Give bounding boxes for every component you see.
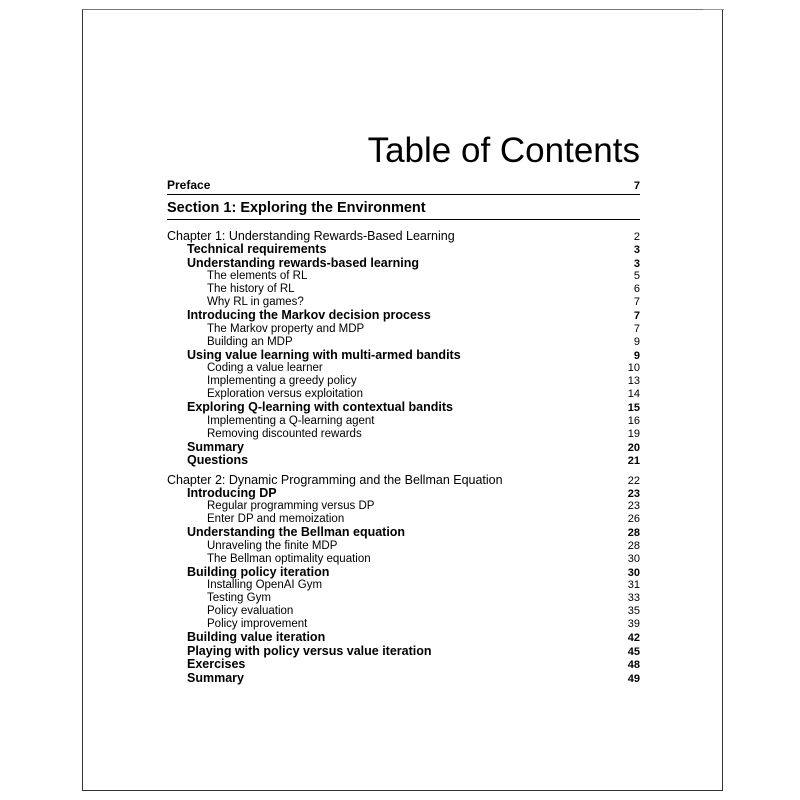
toc-entry-label: Exploration versus exploitation xyxy=(207,388,363,400)
toc-entry-page-number: 23 xyxy=(627,487,640,500)
toc-entry-page-number: 19 xyxy=(627,427,640,440)
toc-entry-label: Why RL in games? xyxy=(207,296,304,308)
toc-entry-label: Understanding the Bellman equation xyxy=(187,525,406,539)
toc-entry-label: Building policy iteration xyxy=(187,564,330,579)
toc-entry-row[interactable] xyxy=(167,270,640,283)
toc-entry-label: Introducing DP xyxy=(187,485,277,500)
toc-entry-page-number: 16 xyxy=(627,414,640,427)
toc-entry-label: Technical requirements xyxy=(187,242,327,256)
toc-entry-page-number: 48 xyxy=(627,659,640,671)
toc-entry-label: The elements of RL xyxy=(207,270,308,282)
toc-entry-label: Using value learning with multi-armed bandits xyxy=(187,347,461,362)
toc-entry-row[interactable] xyxy=(167,579,640,592)
toc-entry-page-number: 14 xyxy=(627,388,640,400)
toc-chapter-row[interactable] xyxy=(167,229,640,243)
toc-entry-label: Policy evaluation xyxy=(207,605,294,617)
toc-entry-label: Exploring Q-learning with contextual bandits xyxy=(187,400,453,414)
toc-section-label: Section 1: Exploring the Environment xyxy=(167,200,426,216)
toc-entry-label: Understanding rewards-based learning xyxy=(187,255,419,270)
toc-entry-page-number: 3 xyxy=(633,244,640,256)
toc-entry-page-number: 5 xyxy=(633,270,640,282)
toc-entry-label: Building an MDP xyxy=(207,335,293,348)
toc-entry-label: Building value iteration xyxy=(187,630,326,644)
toc-entry-label: The history of RL xyxy=(207,283,295,295)
toc-entry-label: Implementing a Q-learning agent xyxy=(207,414,375,427)
toc-entry-label: Chapter 1: Understanding Rewards-Based Learning xyxy=(167,229,455,243)
toc-entry-row[interactable] xyxy=(167,257,640,271)
toc-entry-page-number: 35 xyxy=(627,605,640,617)
toc-entry-page-number: 49 xyxy=(627,672,640,685)
toc-entry-row[interactable] xyxy=(167,645,640,659)
toc-entry-row[interactable] xyxy=(167,540,640,553)
toc-entry-page-number: 45 xyxy=(627,645,640,658)
toc-entry-label: Testing Gym xyxy=(207,592,271,604)
page-title: Table of Contents xyxy=(367,131,640,171)
toc-entry-label: Removing discounted rewards xyxy=(207,427,362,440)
toc-entry-label: Exercises xyxy=(187,657,246,671)
toc-entry-label: The Markov property and MDP xyxy=(207,322,365,335)
toc-entry-row[interactable] xyxy=(167,375,640,388)
toc-entry-label: Regular programming versus DP xyxy=(207,500,375,512)
toc-entry-row[interactable] xyxy=(167,553,640,566)
toc-entry-page-number: 28 xyxy=(627,527,640,539)
toc-entry-page-number: 10 xyxy=(627,362,640,374)
toc-entry-page-number: 2 xyxy=(633,231,640,243)
toc-entry-row[interactable] xyxy=(167,500,640,513)
toc-entry-page-number: 33 xyxy=(627,592,640,604)
toc-entry-page-number: 7 xyxy=(633,310,640,322)
toc-entry-page-number: 15 xyxy=(627,402,640,414)
toc-entry-label: Chapter 2: Dynamic Programming and the Bellman Equation xyxy=(167,472,503,487)
toc-entry-page-number: 31 xyxy=(627,579,640,591)
toc-entries xyxy=(167,229,640,685)
toc-entry-label: Installing OpenAI Gym xyxy=(207,579,323,591)
toc-entry-label: Implementing a greedy policy xyxy=(207,375,357,387)
toc-entry-row[interactable] xyxy=(167,487,640,501)
toc-entry-page-number: 6 xyxy=(633,283,640,295)
toc-entry-page-number: 9 xyxy=(633,335,640,348)
toc-entry-label: The Bellman optimality equation xyxy=(207,552,371,565)
toc-entry-page-number: 23 xyxy=(627,500,640,512)
toc-entry-row[interactable] xyxy=(167,309,640,323)
toc-entry-row[interactable] xyxy=(167,428,640,441)
toc-entry-label: Questions xyxy=(187,453,249,467)
toc-entry-row[interactable] xyxy=(167,441,640,455)
toc-entry-row[interactable] xyxy=(167,672,640,686)
toc-entry-page-number: 20 xyxy=(627,441,640,454)
toc-entry-page-number: 42 xyxy=(627,632,640,644)
page-edge-line xyxy=(703,9,724,10)
toc-preface-label: Preface xyxy=(167,178,211,192)
toc-entry-label: Policy improvement xyxy=(207,618,308,630)
toc-entry-page-number: 26 xyxy=(627,513,640,525)
toc-entry-row[interactable] xyxy=(167,336,640,349)
toc-entry-page-number: 7 xyxy=(633,296,640,308)
toc-entry-row[interactable] xyxy=(167,658,640,672)
toc-entry-label: Enter DP and memoization xyxy=(207,513,345,525)
toc-section-heading xyxy=(167,197,640,220)
toc-preface-page: 7 xyxy=(633,180,640,192)
toc-entry-row[interactable] xyxy=(167,283,640,296)
toc-entry-page-number: 13 xyxy=(627,375,640,387)
toc-entry-row[interactable] xyxy=(167,243,640,257)
toc-entry-row[interactable] xyxy=(167,605,640,618)
toc-entry-row[interactable] xyxy=(167,631,640,645)
toc-entry-row[interactable] xyxy=(167,526,640,540)
toc-entry-row[interactable] xyxy=(167,415,640,428)
toc-preface-row[interactable] xyxy=(167,177,640,195)
toc-entry-page-number: 9 xyxy=(633,349,640,362)
toc-entry-row[interactable] xyxy=(167,454,640,468)
toc-entry-page-number: 28 xyxy=(627,539,640,552)
toc-entry-row[interactable] xyxy=(167,401,640,415)
toc-entry-page-number: 30 xyxy=(627,566,640,579)
toc-entry-label: Summary xyxy=(187,439,244,454)
toc-chapter-row[interactable] xyxy=(167,473,640,487)
toc-entry-label: Coding a value learner xyxy=(207,362,323,374)
toc-entry-row[interactable] xyxy=(167,566,640,580)
toc-entry-label: Unraveling the finite MDP xyxy=(207,539,338,552)
toc-entry-page-number: 30 xyxy=(627,552,640,565)
toc-entry-label: Summary xyxy=(187,670,244,685)
toc-entry-row[interactable] xyxy=(167,323,640,336)
toc-entry-row[interactable] xyxy=(167,592,640,605)
toc-entry-row[interactable] xyxy=(167,362,640,375)
table-of-contents xyxy=(167,177,640,685)
toc-entry-label: Playing with policy versus value iteration xyxy=(187,643,432,658)
toc-entry-page-number: 21 xyxy=(627,455,640,467)
toc-entry-page-number: 7 xyxy=(633,322,640,335)
toc-entry-page-number: 22 xyxy=(627,474,640,487)
toc-entry-row[interactable] xyxy=(167,349,640,363)
toc-entry-page-number: 3 xyxy=(633,257,640,270)
toc-entry-label: Introducing the Markov decision process xyxy=(187,308,431,322)
toc-entry-page-number: 39 xyxy=(627,618,640,630)
